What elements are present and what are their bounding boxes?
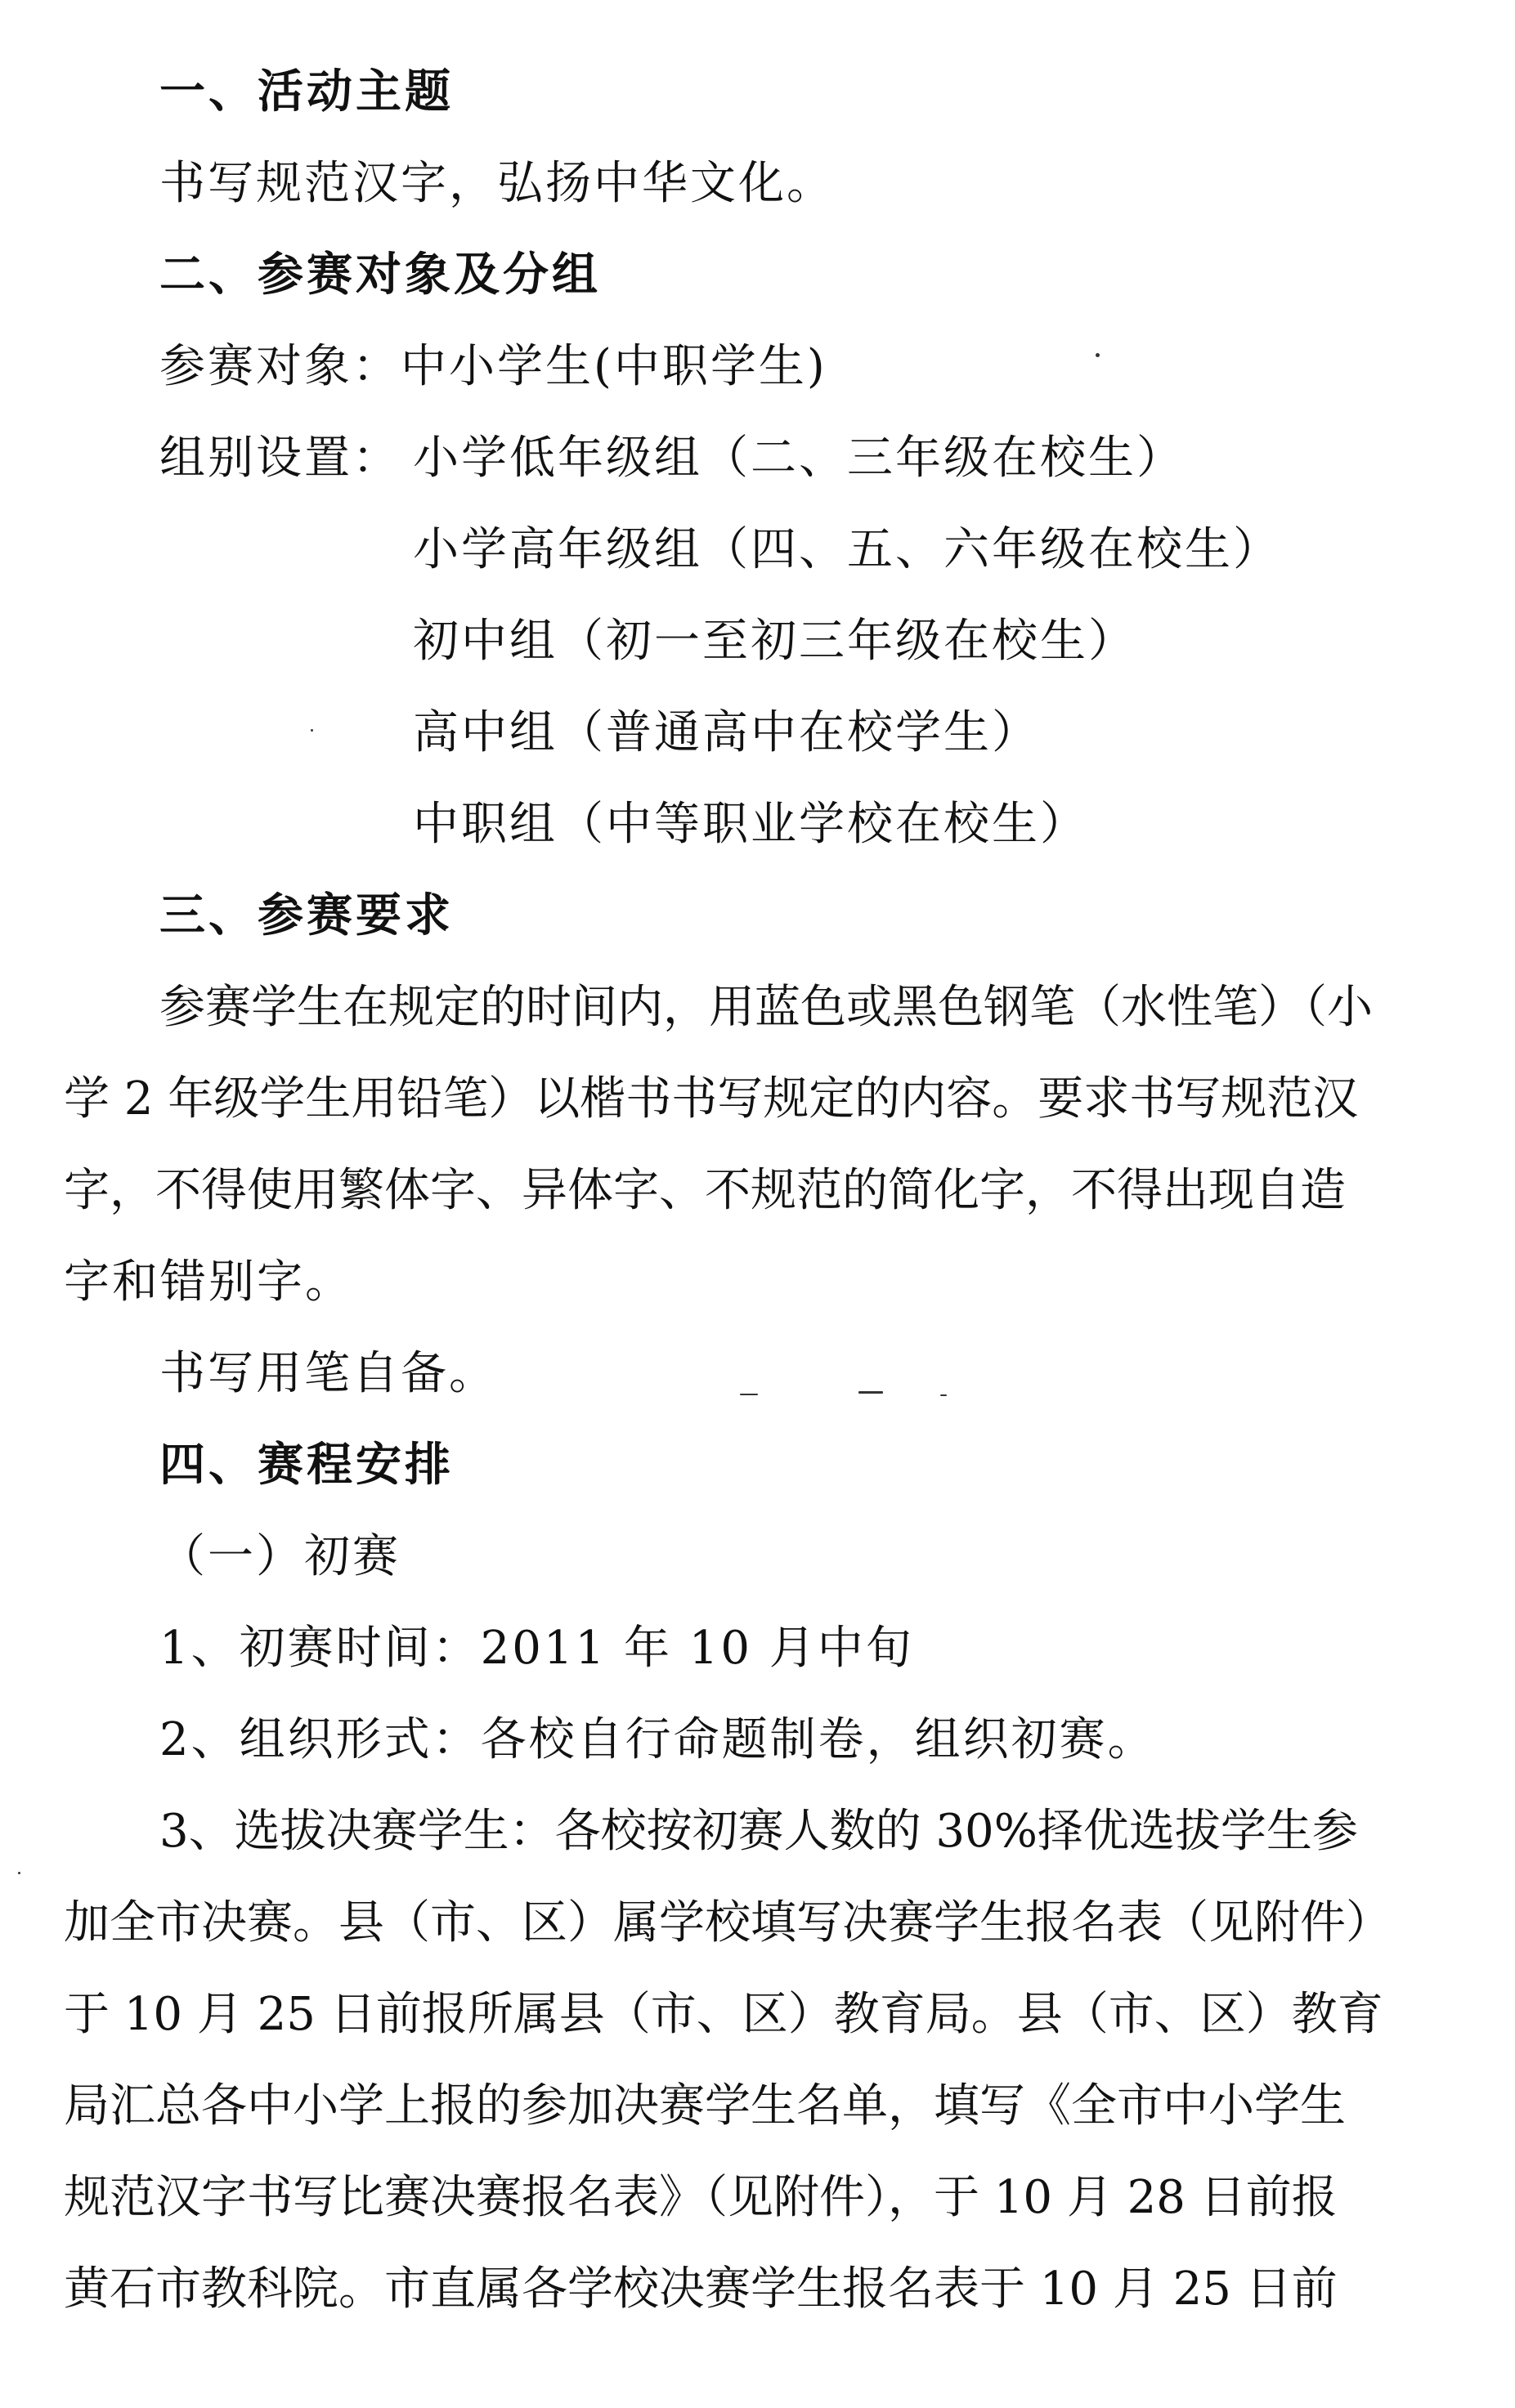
list-item: 2、组织形式：各校自行命题制卷，组织初赛。	[159, 1713, 1156, 1766]
paragraph-line: 学 2 年级学生用铅笔）以楷书书写规定的内容。要求书写规范汉	[64, 1072, 1359, 1126]
section-2-heading: 二、参赛对象及分组	[159, 248, 601, 302]
pen-note: 书写用笔自备。	[159, 1347, 497, 1400]
paragraph-line: 局汇总各中小学上报的参加决赛学生名单，填写《全市中小学生	[64, 2079, 1346, 2133]
paragraph-line: 于 10 月 25 日前报所属县（市、区）教育局。县（市、区）教育	[64, 1988, 1383, 2041]
section-2-participants: 参赛对象：中小学生(中职学生)	[159, 340, 827, 393]
group-item: 初中组（初一至初三年级在校生）	[413, 615, 1136, 668]
paragraph-line: 规范汉字书写比赛决赛报名表》（见附件），于 10 月 28 日前报	[64, 2171, 1338, 2224]
scan-speck	[740, 1394, 758, 1395]
subsection-heading: （一）初赛	[159, 1530, 401, 1583]
scan-speck	[311, 729, 313, 732]
section-4-heading: 四、赛程安排	[159, 1439, 454, 1492]
section-2-groups-label: 组别设置：	[159, 432, 401, 485]
group-item: 高中组（普通高中在校学生）	[413, 706, 1040, 759]
scan-speck	[940, 1394, 947, 1396]
scan-speck	[18, 1872, 20, 1874]
group-item: 中职组（中等职业学校在校生）	[413, 798, 1088, 851]
scan-speck	[858, 1391, 883, 1394]
section-1-heading: 一、活动主题	[159, 65, 454, 119]
paragraph-line: 加全市决赛。县（市、区）属学校填写决赛学生报名表（见附件）	[64, 1896, 1392, 1949]
scan-speck	[1096, 353, 1100, 357]
section-1-body: 书写规范汉字，弘扬中华文化。	[159, 157, 835, 210]
group-item: 小学高年级组（四、五、六年级在校生）	[413, 523, 1281, 576]
paragraph-line: 字和错别字。	[64, 1255, 353, 1309]
paragraph-line: 黄石市教科院。市直属各学校决赛学生报名表于 10 月 25 日前	[64, 2263, 1338, 2316]
list-item: 1、初赛时间：2011 年 10 月中旬	[159, 1622, 914, 1675]
paragraph-line: 3、选拔决赛学生：各校按初赛人数的 30%择优选拔学生参	[159, 1805, 1358, 1858]
section-3-heading: 三、参赛要求	[159, 889, 454, 942]
paragraph-line: 参赛学生在规定的时间内，用蓝色或黑色钢笔（水性笔）（小	[159, 981, 1373, 1034]
paragraph-line: 字，不得使用繁体字、异体字、不规范的简化字，不得出现自造	[64, 1164, 1346, 1217]
group-item: 小学低年级组（二、三年级在校生）	[413, 432, 1185, 485]
